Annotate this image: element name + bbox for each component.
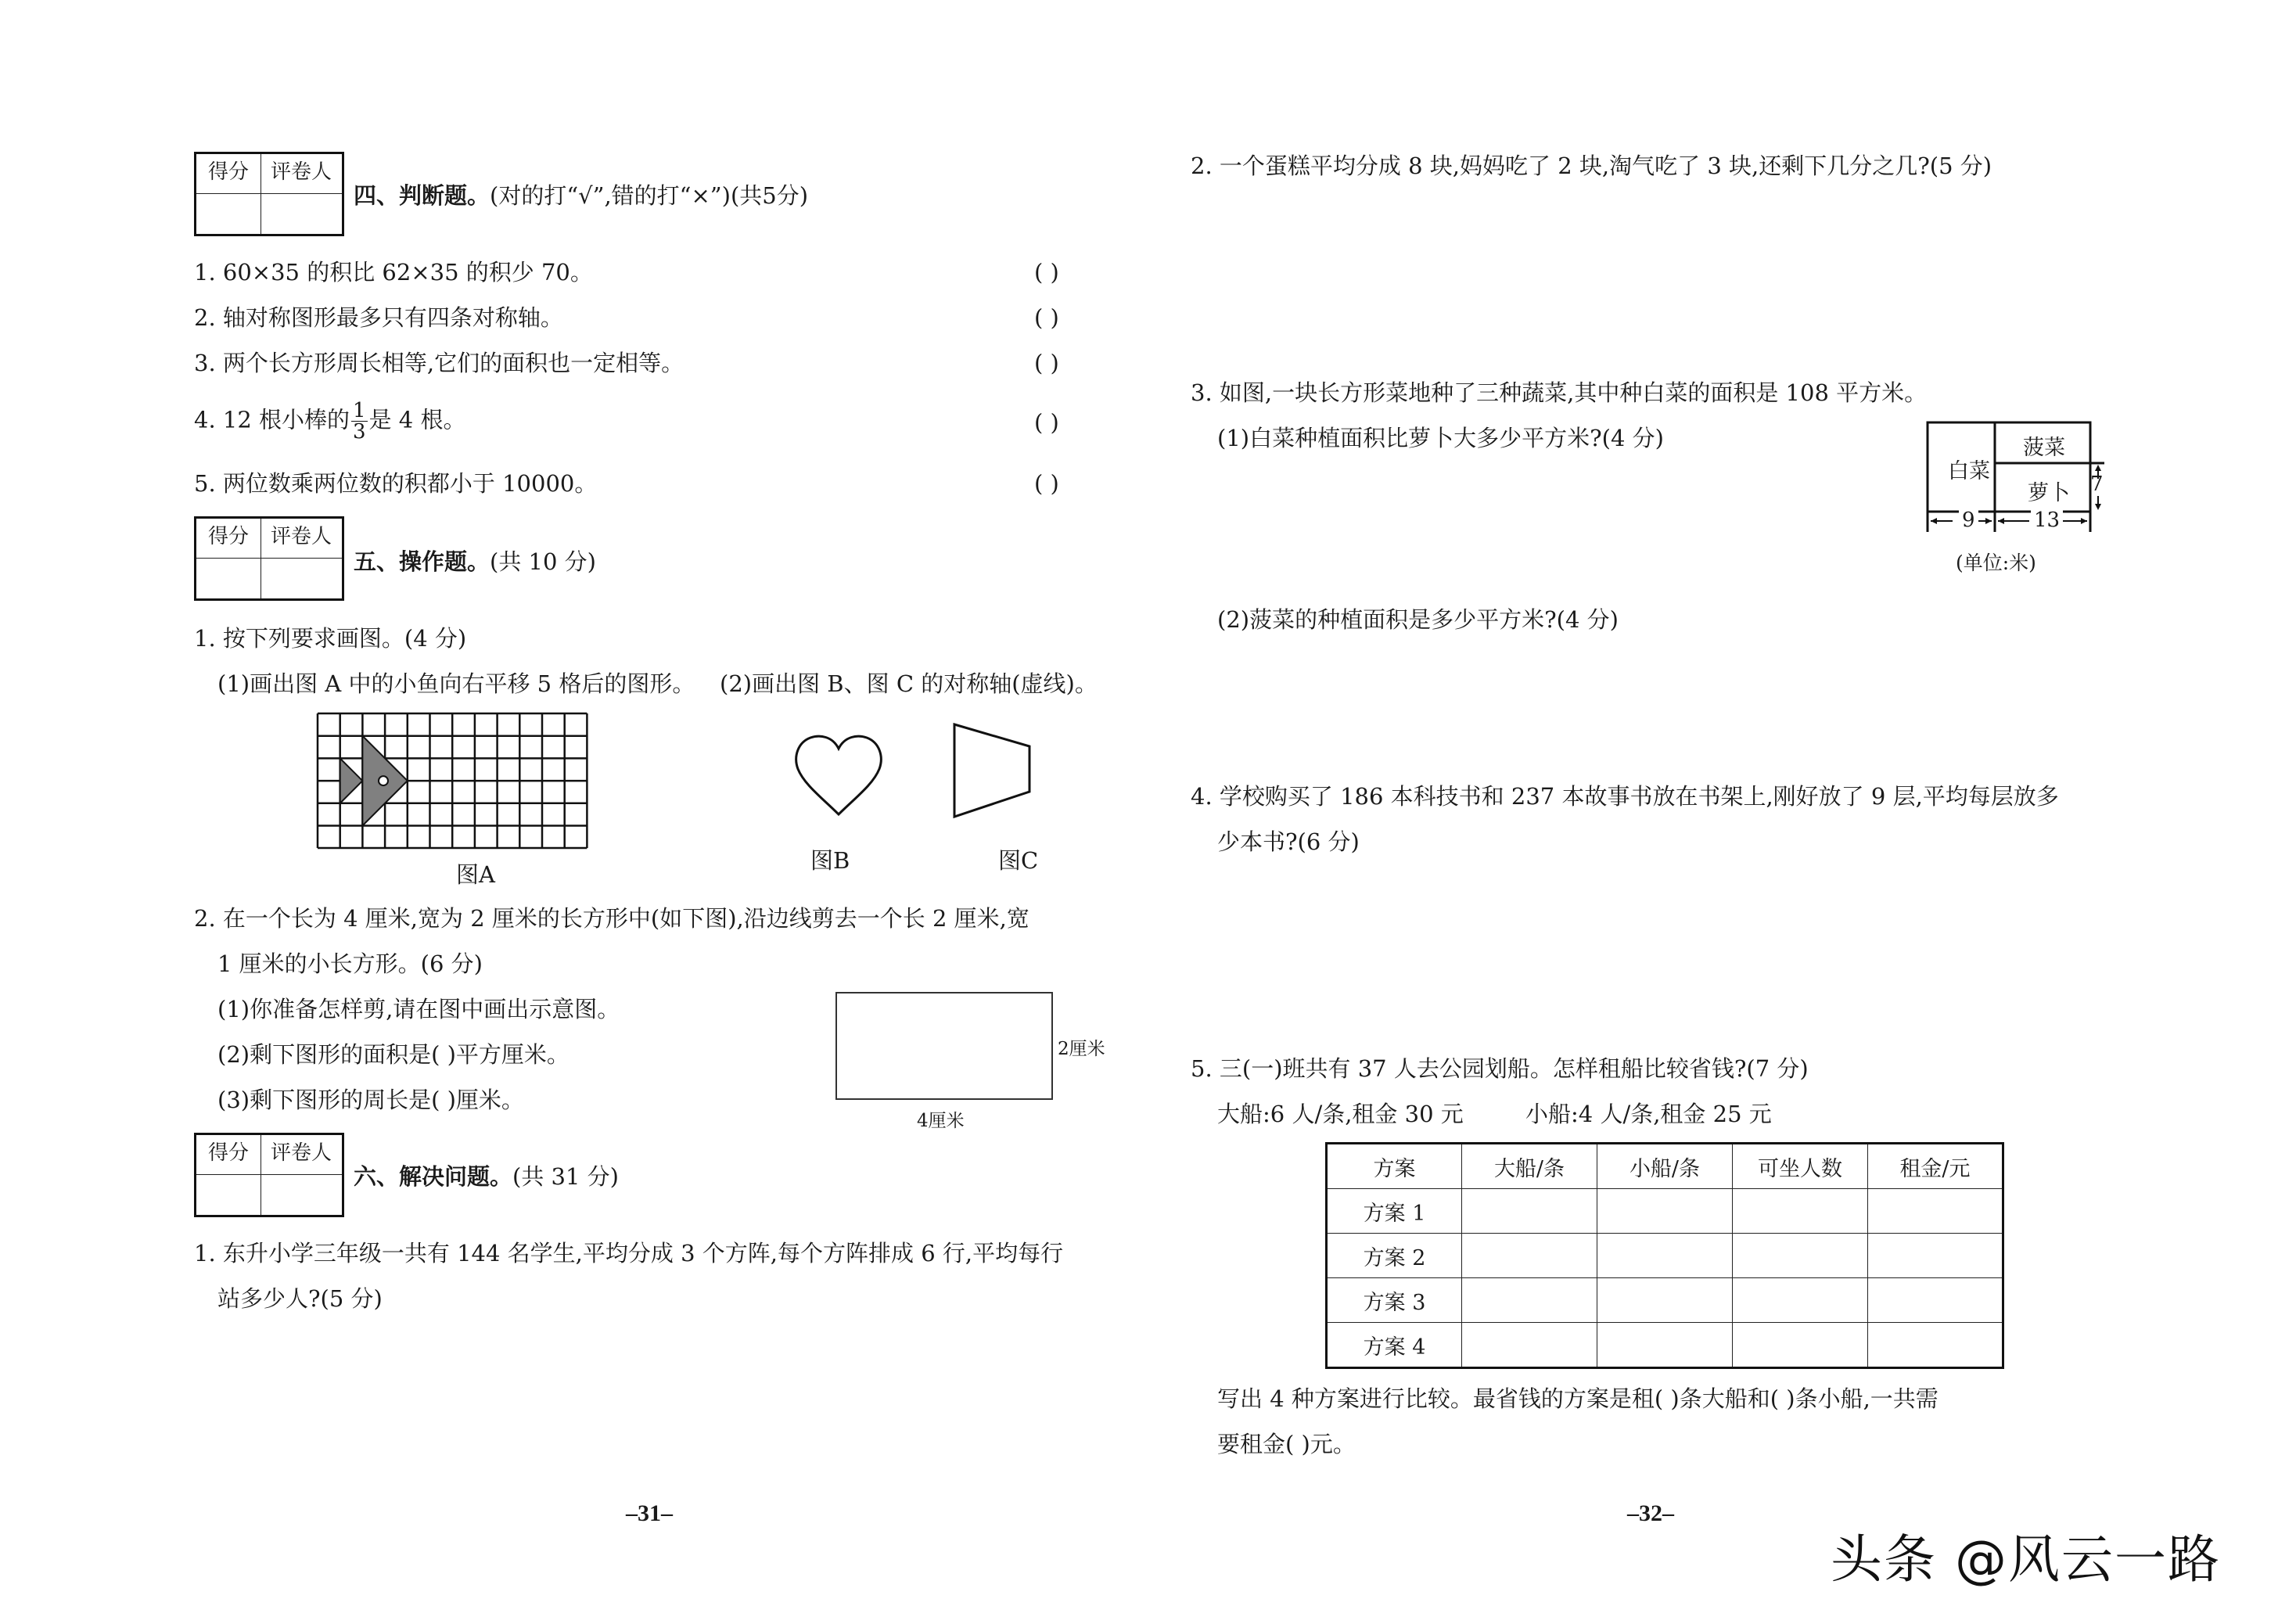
judge-item-5: 5. 两位数乘两位数的积都小于 10000。 bbox=[194, 470, 598, 497]
judge-item-4-prefix: 4. 12 根小棒的 bbox=[194, 406, 350, 433]
operation-q2-line1: 2. 在一个长为 4 厘米,宽为 2 厘米的长方形中(如下图),沿边线剪去一个长 2 厘米,宽 bbox=[194, 905, 1029, 932]
problem-1-line1: 1. 东升小学三年级一共有 144 名学生,平均分成 3 个方阵,每个方阵排成 6 行,平均每行 bbox=[194, 1240, 1064, 1267]
big-boat-info: 大船:6 人/条,租金 30 元 bbox=[1217, 1101, 1464, 1127]
section-5-heading bbox=[354, 548, 596, 576]
score-input-cell[interactable] bbox=[196, 195, 261, 234]
section-5-title: 五、操作题。 bbox=[354, 548, 490, 575]
section-5-note: (共 10 分) bbox=[490, 548, 596, 575]
small-boats-cell[interactable] bbox=[1597, 1189, 1733, 1234]
grader-input-cell[interactable] bbox=[261, 195, 342, 234]
unit-label: (单位:米) bbox=[1956, 552, 2036, 574]
operation-q2-sub1: (1)你准备怎样剪,请在图中画出示意图。 bbox=[217, 996, 620, 1022]
operation-q2-sub2[interactable]: (2)剩下图形的面积是( )平方厘米。 bbox=[217, 1041, 570, 1068]
operation-q1-sub2: (2)画出图 B、图 C 的对称轴(虚线)。 bbox=[720, 670, 1098, 697]
operation-q2-sub3[interactable]: (3)剩下图形的周长是( )厘米。 bbox=[217, 1087, 524, 1113]
big-boats-cell[interactable] bbox=[1462, 1278, 1597, 1323]
problem-3: 3. 如图,一块长方形菜地种了三种蔬菜,其中种白菜的面积是 108 平方米。 bbox=[1191, 379, 1928, 406]
section-4-note: (对的打“√”,错的打“×”)(共5分) bbox=[490, 182, 809, 209]
figure-b-heart[interactable] bbox=[792, 731, 886, 817]
rent-cell[interactable] bbox=[1868, 1323, 2003, 1368]
big-boats-cell[interactable] bbox=[1462, 1189, 1597, 1234]
grader-input-cell[interactable] bbox=[261, 1176, 342, 1215]
score-input-cell[interactable] bbox=[196, 1176, 261, 1215]
section-4-title: 四、判断题。 bbox=[354, 182, 490, 209]
table-row bbox=[1327, 1189, 2003, 1234]
score-label: 得分 bbox=[207, 1141, 249, 1165]
problem-5: 5. 三(一)班共有 37 人去公园划船。怎样租船比较省钱?(7 分) bbox=[1191, 1055, 1809, 1082]
operation-q2-line2: 1 厘米的小长方形。(6 分) bbox=[217, 950, 483, 977]
big-boats-cell[interactable] bbox=[1462, 1323, 1597, 1368]
table-header-row bbox=[1327, 1144, 2003, 1189]
capacity-cell[interactable] bbox=[1733, 1189, 1868, 1234]
dimension-7: 7 bbox=[2090, 472, 2104, 496]
capacity-cell[interactable] bbox=[1733, 1323, 1868, 1368]
rectangle-4x2-drawing-area[interactable] bbox=[835, 992, 1053, 1100]
judge-item-2: 2. 轴对称图形最多只有四条对称轴。 bbox=[194, 304, 563, 331]
rectangle-width-label: 4厘米 bbox=[917, 1111, 965, 1131]
page-number-right: –32– bbox=[1627, 1500, 1674, 1526]
score-input-cell[interactable] bbox=[196, 559, 261, 598]
judge-answer-1[interactable]: ( ) bbox=[1034, 259, 1059, 286]
rectangle-height-label: 2厘米 bbox=[1058, 1039, 1105, 1059]
fish-shape bbox=[340, 736, 408, 826]
rent-cell[interactable] bbox=[1868, 1189, 2003, 1234]
grader-label: 评卷人 bbox=[270, 1141, 332, 1165]
section-4-heading bbox=[354, 181, 808, 210]
small-boats-cell[interactable] bbox=[1597, 1323, 1733, 1368]
header-rent: 租金/元 bbox=[1868, 1144, 2003, 1189]
capacity-cell[interactable] bbox=[1733, 1278, 1868, 1323]
header-small-boats: 小船/条 bbox=[1597, 1144, 1733, 1189]
dimension-13: 13 bbox=[2031, 508, 2063, 532]
spinach-label: 菠菜 bbox=[2023, 436, 2065, 460]
row-label: 方案 2 bbox=[1327, 1234, 1462, 1278]
fish-eye bbox=[379, 776, 388, 785]
problem-3-sub1: (1)白菜种植面积比萝卜大多少平方米?(4 分) bbox=[1217, 425, 1664, 451]
big-boats-cell[interactable] bbox=[1462, 1234, 1597, 1278]
table-row bbox=[1327, 1234, 2003, 1278]
grader-input-cell[interactable] bbox=[261, 559, 342, 598]
problem-2: 2. 一个蛋糕平均分成 8 块,妈妈吃了 2 块,淘气吃了 3 块,还剩下几分之几?(5 分) bbox=[1191, 153, 1992, 179]
figure-a-label: 图A bbox=[456, 861, 495, 888]
section-6-heading bbox=[354, 1162, 619, 1191]
header-plan: 方案 bbox=[1327, 1144, 1462, 1189]
figure-c-trapezoid[interactable] bbox=[948, 720, 1039, 821]
small-boats-cell[interactable] bbox=[1597, 1234, 1733, 1278]
score-label: 得分 bbox=[207, 160, 249, 184]
operation-q1: 1. 按下列要求画图。(4 分) bbox=[194, 625, 467, 652]
row-label: 方案 4 bbox=[1327, 1323, 1462, 1368]
table-row bbox=[1327, 1278, 2003, 1323]
row-label: 方案 3 bbox=[1327, 1278, 1462, 1323]
score-box-section-6 bbox=[194, 1133, 344, 1217]
section-6-note: (共 31 分) bbox=[512, 1163, 619, 1190]
rent-cell[interactable] bbox=[1868, 1234, 2003, 1278]
header-big-boats: 大船/条 bbox=[1462, 1144, 1597, 1189]
boat-plan-table bbox=[1325, 1142, 2004, 1369]
figure-b-label: 图B bbox=[810, 847, 850, 874]
grader-label: 评卷人 bbox=[270, 525, 332, 548]
operation-q1-sub1: (1)画出图 A 中的小鱼向右平移 5 格后的图形。 bbox=[217, 670, 695, 697]
judge-answer-3[interactable]: ( ) bbox=[1034, 350, 1059, 376]
problem-1-line2: 站多少人?(5 分) bbox=[217, 1285, 383, 1312]
small-boat-info: 小船:4 人/条,租金 25 元 bbox=[1525, 1101, 1772, 1127]
score-label: 得分 bbox=[207, 525, 249, 548]
table-row bbox=[1327, 1323, 2003, 1368]
fraction-one-third: $\frac{1}{3}$ bbox=[353, 399, 366, 444]
header-capacity: 可坐人数 bbox=[1733, 1144, 1868, 1189]
judge-item-1: 1. 60×35 的积比 62×35 的积少 70。 bbox=[194, 259, 593, 286]
problem-4-line1: 4. 学校购买了 186 本科技书和 237 本故事书放在书架上,刚好放了 9 层,平均每层放多 bbox=[1191, 783, 2059, 810]
conclusion-line2[interactable]: 要租金( )元。 bbox=[1217, 1431, 1356, 1457]
capacity-cell[interactable] bbox=[1733, 1234, 1868, 1278]
judge-item-4 bbox=[194, 401, 465, 442]
judge-answer-5[interactable]: ( ) bbox=[1034, 470, 1059, 497]
page-number-left: –31– bbox=[626, 1500, 673, 1526]
row-label: 方案 1 bbox=[1327, 1189, 1462, 1234]
radish-label: 萝卜 bbox=[2028, 481, 2070, 505]
conclusion-line1[interactable]: 写出 4 种方案进行比较。最省钱的方案是租( )条大船和( )条小船,一共需 bbox=[1217, 1385, 1938, 1412]
rent-cell[interactable] bbox=[1868, 1278, 2003, 1323]
score-box-section-5 bbox=[194, 516, 344, 601]
small-boats-cell[interactable] bbox=[1597, 1278, 1733, 1323]
judge-answer-4[interactable]: ( ) bbox=[1034, 409, 1059, 436]
problem-3-sub2: (2)菠菜的种植面积是多少平方米?(4 分) bbox=[1217, 606, 1619, 633]
judge-item-4-suffix: 是 4 根。 bbox=[368, 406, 466, 433]
watermark: 头条 @风云一路 bbox=[1831, 1529, 2221, 1590]
cabbage-label: 白菜 bbox=[1948, 459, 1990, 483]
figure-a-grid[interactable] bbox=[316, 712, 591, 853]
grader-label: 评卷人 bbox=[270, 160, 332, 184]
judge-answer-2[interactable]: ( ) bbox=[1034, 304, 1059, 331]
figure-c-label: 图C bbox=[998, 847, 1039, 874]
judge-item-3: 3. 两个长方形周长相等,它们的面积也一定相等。 bbox=[194, 350, 684, 376]
dimension-9: 9 bbox=[1959, 508, 1978, 532]
score-box-section-4 bbox=[194, 152, 344, 236]
section-6-title: 六、解决问题。 bbox=[354, 1163, 513, 1190]
problem-4-line2: 少本书?(6 分) bbox=[1217, 828, 1360, 855]
